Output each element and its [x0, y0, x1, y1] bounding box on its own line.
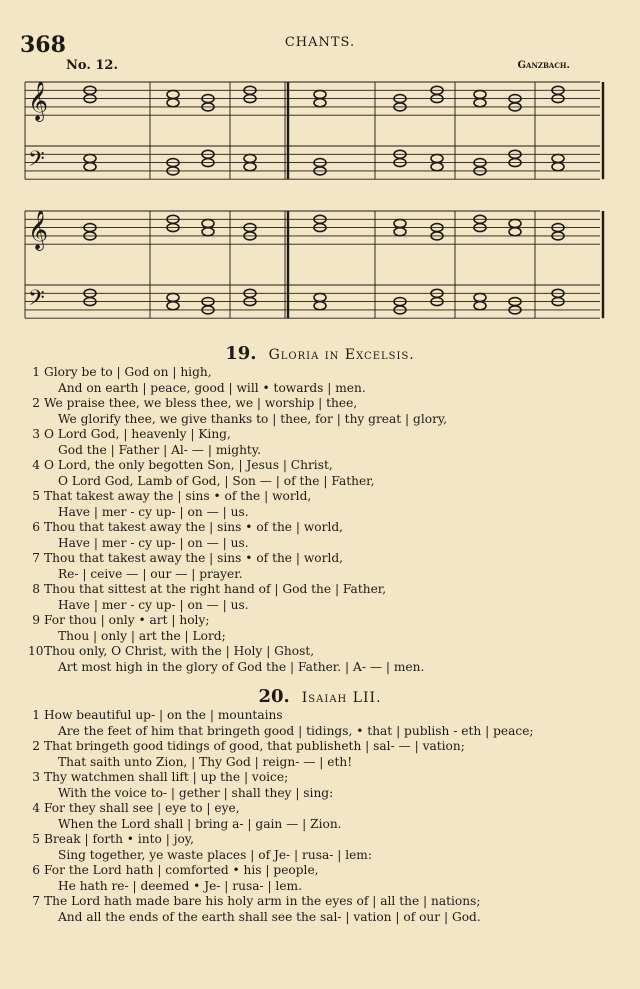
note-head — [244, 154, 256, 162]
verse-19-5 — [28, 489, 628, 520]
note-head — [202, 219, 214, 227]
bass-clef-icon: 𝄢 — [28, 286, 45, 316]
running-head: CHANTS. — [284, 35, 356, 50]
verse-line: Thou that takest away the | sins • of the | world, — [44, 551, 344, 565]
verse-number: 7 — [32, 894, 40, 908]
verse-line: How beautiful up- | on the | mountains — [44, 708, 283, 722]
verse-number: 9 — [32, 613, 40, 627]
bass-clef-icon: 𝄢 — [28, 147, 45, 177]
verse-line: And all the ends of the earth shall see the sal- | vation | of our | God. — [58, 909, 481, 924]
verse-line: Re- | ceive — | our — | prayer. — [58, 566, 243, 581]
verse-line: The Lord hath made bare his holy arm in the eyes of | all the | nations; — [44, 894, 481, 908]
note-head — [431, 154, 443, 162]
verse-line: Thy watchmen shall lift | up the | voice; — [44, 770, 289, 784]
verse-number: 4 — [32, 801, 40, 815]
section-name: Isaiah LII. — [301, 690, 382, 706]
verse-number: 8 — [32, 582, 40, 596]
verse-line: God the | Father | Al- — | mighty. — [58, 442, 261, 457]
note-head — [474, 302, 486, 310]
verse-19-8 — [28, 582, 628, 613]
note-head — [167, 90, 179, 98]
verse-line: Have | mer - cy up- | on — | us. — [58, 535, 249, 550]
verse-line: That bringeth good tidings of good, that publisheth | sal- — | vation; — [44, 739, 465, 753]
verse-19-1 — [28, 365, 628, 396]
note-head — [314, 99, 326, 107]
treble-clef-icon: 𝄞 — [28, 210, 49, 250]
verse-line: For they shall see | eye to | eye, — [44, 801, 240, 815]
note-head — [167, 293, 179, 301]
verse-number: 6 — [32, 520, 40, 534]
note-head — [474, 99, 486, 107]
verse-number: 1 — [32, 365, 40, 379]
verse-19-4 — [28, 458, 628, 489]
note-head — [314, 90, 326, 98]
verse-line: Have | mer - cy up- | on — | us. — [58, 597, 249, 612]
verse-line: Art most high in the glory of God the | Father. | A- — | men. — [58, 659, 425, 674]
verse-number: 3 — [32, 427, 40, 441]
verse-line: That takest away the | sins • of the | world, — [44, 489, 312, 503]
verse-number: 10 — [28, 644, 44, 658]
verse-line: For the Lord hath | comforted • his | people, — [44, 863, 319, 877]
verse-19-3 — [28, 427, 628, 458]
verse-line: With the voice to- | gether | shall they | sing: — [58, 785, 334, 800]
section-title-19 — [0, 343, 640, 364]
note-head — [552, 154, 564, 162]
verse-number: 6 — [32, 863, 40, 877]
verse-line: Are the feet of him that bringeth good | tidings, • that | publish - eth | peace; — [58, 723, 534, 738]
verse-19-9 — [28, 613, 628, 644]
verse-line: Break | forth • into | joy, — [44, 832, 194, 846]
verse-line: Glory be to | God on | high, — [44, 365, 212, 379]
note-head — [84, 154, 96, 162]
note-head — [474, 293, 486, 301]
verse-number: 3 — [32, 770, 40, 784]
verse-19-10 — [28, 644, 628, 675]
music-score — [0, 0, 640, 340]
note-head — [167, 99, 179, 107]
verse-line: We glorify thee, we give thanks to | thee, for | thy great | glory, — [58, 411, 448, 426]
verse-20-5 — [28, 832, 628, 863]
verse-number: 7 — [32, 551, 40, 565]
verse-number: 5 — [32, 489, 40, 503]
verse-line: That saith unto Zion, | Thy God | reign- — | eth! — [58, 754, 353, 769]
section-number: 19. — [225, 343, 257, 364]
verse-line: Thou | only | art the | Lord; — [58, 628, 226, 643]
note-head — [509, 219, 521, 227]
note-head — [474, 90, 486, 98]
treble-clef-icon: 𝄞 — [28, 81, 49, 121]
verse-line: O Lord, the only begotten Son, | Jesus | Christ, — [44, 458, 333, 472]
verse-line: Thou that takest away the | sins • of the | world, — [44, 520, 344, 534]
verse-number: 2 — [32, 396, 40, 410]
verse-line: When the Lord shall | bring a- | gain — | Zion. — [58, 816, 342, 831]
note-head — [431, 163, 443, 171]
verse-line: Thou only, O Christ, with the | Holy | Ghost, — [44, 644, 315, 658]
verse-19-7 — [28, 551, 628, 582]
verse-20-1 — [28, 708, 628, 739]
composer-name: Ganzbach. — [517, 60, 570, 71]
verse-20-3 — [28, 770, 628, 801]
note-head — [202, 228, 214, 236]
note-head — [552, 163, 564, 171]
verse-20-6 — [28, 863, 628, 894]
verse-number: 1 — [32, 708, 40, 722]
verse-number: 4 — [32, 458, 40, 472]
verse-20-4 — [28, 801, 628, 832]
verse-line: O Lord God, | heavenly | King, — [44, 427, 231, 441]
verse-line: Sing together, ye waste places | of Je- | rusa- | lem: — [58, 847, 372, 862]
section-name: Gloria in Excelsis. — [268, 347, 415, 363]
verse-20-2 — [28, 739, 628, 770]
verse-line: And on earth | peace, good | will • towards | men. — [58, 380, 366, 395]
verse-19-2 — [28, 396, 628, 427]
note-head — [84, 163, 96, 171]
note-head — [509, 228, 521, 236]
verse-19-6 — [28, 520, 628, 551]
verse-number: 2 — [32, 739, 40, 753]
note-head — [314, 302, 326, 310]
note-head — [167, 302, 179, 310]
chant-number: No. 12. — [66, 58, 118, 73]
section-title-20 — [0, 686, 640, 707]
page-number: 368 — [20, 32, 66, 58]
verse-line: Thou that sittest at the right hand of | God the | Father, — [44, 582, 387, 596]
note-head — [244, 163, 256, 171]
verse-number: 5 — [32, 832, 40, 846]
note-head — [394, 219, 406, 227]
verse-line: For thou | only • art | holy; — [44, 613, 210, 627]
note-head — [314, 293, 326, 301]
verse-line: O Lord God, Lamb of God, | Son — | of the | Father, — [58, 473, 375, 488]
note-head — [394, 228, 406, 236]
verse-line: Have | mer - cy up- | on — | us. — [58, 504, 249, 519]
section-number: 20. — [258, 686, 290, 707]
verse-line: We praise thee, we bless thee, we | worship | thee, — [44, 396, 358, 410]
verse-line: He hath re- | deemed • Je- | rusa- | lem. — [58, 878, 302, 893]
verse-20-7 — [28, 894, 628, 925]
